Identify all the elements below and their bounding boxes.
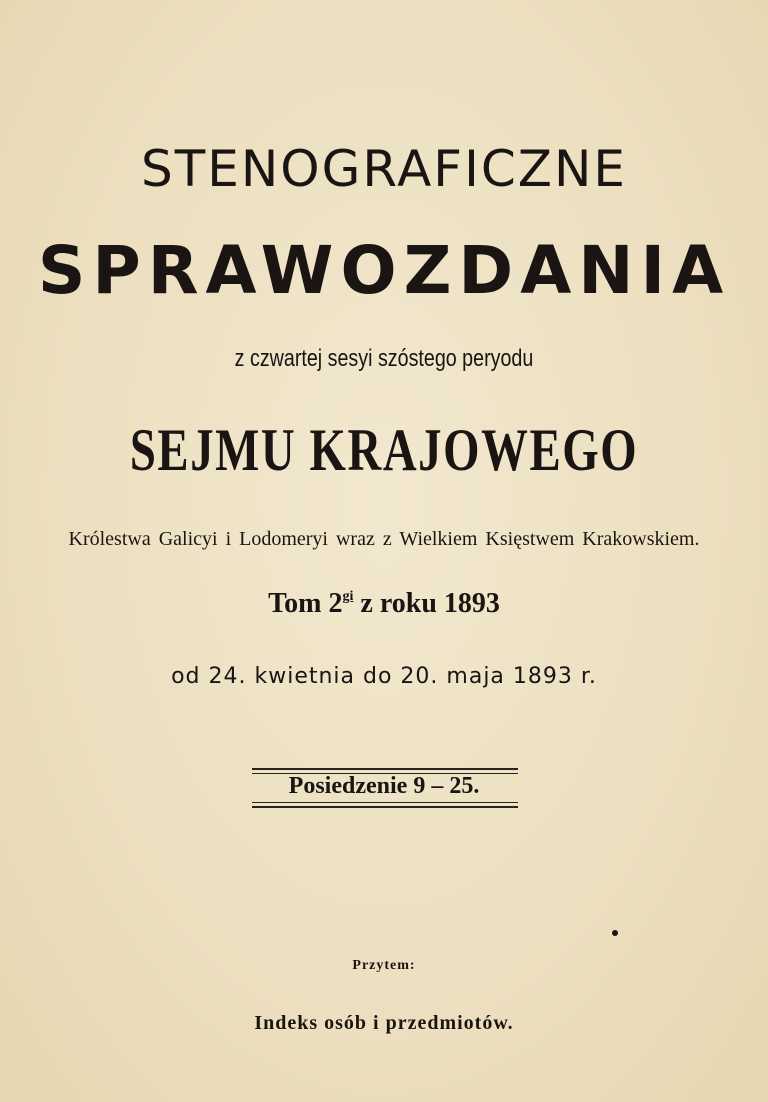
volume-superscript: gi [342, 589, 354, 604]
institution-title: SEJMU KRAJOWEGO [129, 417, 639, 483]
volume-suffix: z roku 1893 [353, 588, 500, 619]
kingdom-line: Królestwa Galicyi i Lodomeryi wraz z Wielkiem Księstwem Krakowskiem. [68, 528, 700, 550]
date-range: od 24. kwietnia do 20. maja 1893 r. [171, 664, 597, 689]
volume-line [0, 588, 768, 620]
title-line-2: SPRAWOZDANIA [37, 232, 731, 309]
ink-dot [612, 930, 618, 936]
appendix-label: Przytem: [352, 958, 416, 973]
title-line-1: STENOGRAFICZNE [141, 140, 627, 198]
subtitle: z czwartej sesyi szóstego peryodu [234, 345, 534, 372]
sessions-label: Posiedzenie 9 – 25. [288, 773, 480, 799]
appendix-title: Indeks osób i przedmiotów. [254, 1012, 514, 1034]
volume-prefix: Tom 2 [268, 588, 343, 619]
